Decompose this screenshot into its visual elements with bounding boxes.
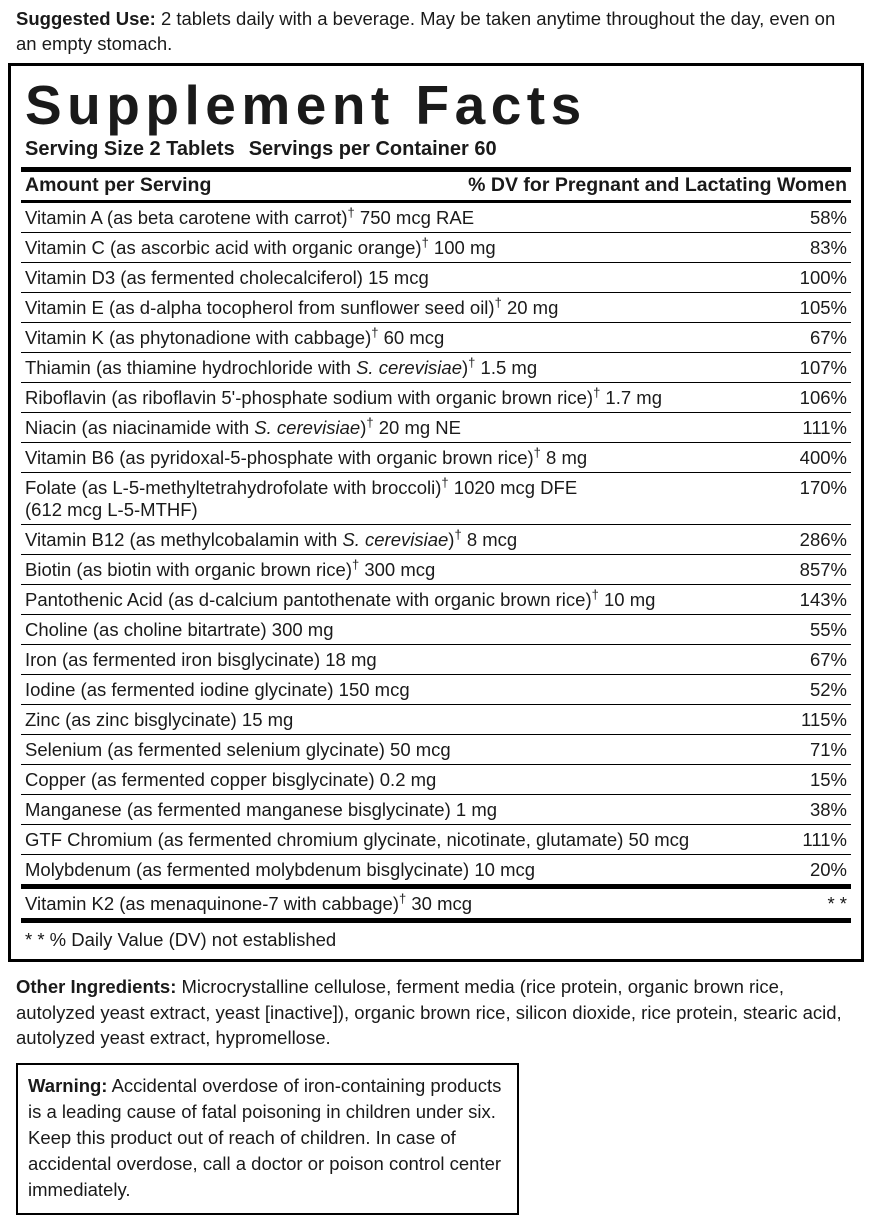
nutrient-daily-value: 52%: [809, 678, 847, 700]
warning-box: [16, 1063, 519, 1215]
table-row: [21, 555, 851, 585]
dagger-icon: †: [351, 556, 360, 572]
dagger-icon: †: [366, 414, 374, 430]
table-row: [21, 795, 851, 825]
dagger-icon: †: [371, 324, 379, 340]
table-row: [21, 203, 851, 233]
dagger-icon: †: [591, 586, 599, 602]
dagger-icon: †: [468, 354, 476, 370]
warning-text: Accidental overdose of iron-containing products is a leading cause of fatal poisoning in children under six. Keep this product out of reach of children. In case of accidental overdose, call a doctor or poison control center immediately.: [28, 1074, 502, 1200]
nutrient-name-italic: S. cerevisiae: [356, 356, 462, 378]
nutrient-name-italic: S. cerevisiae: [342, 528, 449, 550]
dagger-icon: †: [399, 890, 407, 906]
supplement-facts-panel: [8, 63, 864, 962]
dagger-icon: †: [593, 384, 601, 400]
nutrient-daily-value: 286%: [799, 528, 847, 550]
nutrient-name: Vitamin E (as d-alpha tocopherol from sunflower seed oil)† 20 mg: [25, 294, 559, 318]
facts-header-row: [21, 172, 851, 200]
nutrient-name: Iodine (as fermented iodine glycinate) 150 mcg: [25, 678, 410, 700]
nutrient-name: Copper (as fermented copper bisglycinate) 0.2 mg: [25, 768, 437, 790]
table-row: [21, 765, 851, 795]
serving-info: [25, 138, 851, 161]
dagger-icon: †: [494, 294, 502, 310]
nutrient-daily-value: 83%: [809, 236, 847, 258]
table-row: [21, 855, 851, 885]
nutrient-name: Vitamin D3 (as fermented cholecalciferol) 15 mcg: [25, 266, 429, 288]
nutrient-daily-value: 55%: [809, 618, 847, 640]
other-ingredients-label: Other Ingredients:: [16, 976, 177, 997]
other-ingredients-paragraph: [8, 962, 864, 1051]
table-row: [21, 443, 851, 473]
table-row: [21, 413, 851, 443]
nutrient-name: Riboflavin (as riboflavin 5'-phosphate sodium with organic brown rice)† 1.7 mg: [25, 384, 662, 408]
panel-title: Supplement Facts: [25, 74, 587, 136]
nutrient-daily-value: 20%: [809, 858, 847, 880]
other-ingredients-text: Microcrystalline cellulose, ferment media (rice protein, organic brown rice, autolyzed yeast extract, yeast [inactive]), organic brown rice, silicon dioxide, rice protein, stearic acid, autolyzed yeast extract, hypromellose.: [16, 976, 842, 1048]
table-row: [21, 825, 851, 855]
nutrient-name: Vitamin A (as beta carotene with carrot)† 750 mcg RAE: [25, 204, 475, 228]
nutrient-daily-value: 400%: [799, 446, 847, 468]
nutrient-daily-value: 100%: [799, 266, 847, 288]
table-row: [21, 645, 851, 675]
nutrient-name: Selenium (as fermented selenium glycinate) 50 mcg: [25, 738, 451, 760]
nutrient-name: Pantothenic Acid (as d-calcium pantothenate with organic brown rice)† 10 mg: [25, 586, 656, 610]
dagger-icon: †: [533, 444, 541, 460]
table-row: [21, 705, 851, 735]
nutrient-name: Choline (as choline bitartrate) 300 mg: [25, 618, 334, 640]
nutrient-name: Vitamin C (as ascorbic acid with organic orange)† 100 mg: [25, 234, 496, 258]
nutrient-name: GTF Chromium (as fermented chromium glycinate, nicotinate, glutamate) 50 mcg: [25, 828, 690, 850]
nutrient-daily-value: 67%: [809, 326, 847, 348]
table-row: [21, 525, 851, 555]
table-row: [21, 889, 851, 918]
table-row: [21, 473, 851, 525]
table-row: [21, 383, 851, 413]
nutrient-subline: (612 mcg L-5-MTHF): [25, 498, 198, 520]
nutrient-daily-value: 107%: [799, 356, 847, 378]
dv-footnote: * * % Daily Value (DV) not established: [25, 929, 337, 950]
nutrient-name: Vitamin B6 (as pyridoxal-5-phosphate with organic brown rice)† 8 mg: [25, 444, 588, 468]
table-row: [21, 735, 851, 765]
table-row: [21, 233, 851, 263]
nutrient-daily-value: 105%: [799, 296, 847, 318]
table-row: [21, 615, 851, 645]
nutrient-daily-value: 38%: [809, 798, 847, 820]
table-row: [21, 293, 851, 323]
nutrient-daily-value: 857%: [799, 558, 847, 580]
header-daily-value: % DV for Pregnant and Lactating Women: [468, 174, 847, 196]
table-row: [21, 675, 851, 705]
k2-dv: * *: [827, 892, 847, 914]
nutrient-daily-value: 111%: [802, 416, 847, 438]
dagger-icon: †: [441, 474, 449, 490]
nutrient-name: Thiamin (as thiamine hydrochloride with S. cerevisiae)† 1.5 mg: [25, 354, 538, 378]
nutrient-name: Folate (as L-5-methyltetrahydrofolate with broccoli)† 1020 mcg DFE (612 mcg L-5-MTHF): [21, 473, 769, 525]
nutrient-daily-value: 67%: [809, 648, 847, 670]
table-row: [21, 263, 851, 293]
nutrient-name: Iron (as fermented iron bisglycinate) 18 mg: [25, 648, 377, 670]
facts-body-table: [21, 203, 851, 884]
nutrient-daily-value: 170%: [799, 476, 847, 498]
dagger-icon: †: [454, 526, 462, 542]
nutrient-daily-value: 106%: [799, 386, 847, 408]
suggested-use-paragraph: [8, 0, 864, 60]
nutrient-name: Manganese (as fermented manganese bisglycinate) 1 mg: [25, 798, 498, 820]
dagger-icon: †: [421, 234, 429, 250]
dagger-icon: †: [347, 204, 355, 220]
serving-size: Serving Size 2 Tablets: [25, 138, 235, 160]
nutrient-daily-value: 58%: [809, 206, 847, 228]
nutrient-daily-value: 71%: [809, 738, 847, 760]
k2-table: [21, 889, 851, 918]
k2-name: Vitamin K2 (as menaquinone-7 with cabbage)† 30 mcg: [25, 890, 473, 914]
nutrient-daily-value: 143%: [799, 588, 847, 610]
suggested-use-label: Suggested Use:: [16, 8, 156, 29]
servings-per-container: Servings per Container 60: [248, 138, 497, 160]
nutrient-daily-value: 111%: [802, 828, 847, 850]
nutrient-name: Niacin (as niacinamide with S. cerevisiae)† 20 mg NE: [25, 414, 462, 438]
nutrient-daily-value: 15%: [809, 768, 847, 790]
table-row: [21, 323, 851, 353]
nutrient-name: Zinc (as zinc bisglycinate) 15 mg: [25, 708, 294, 730]
nutrient-name: Molybdenum (as fermented molybdenum bisglycinate) 10 mcg: [25, 858, 536, 880]
nutrient-name: Vitamin K (as phytonadione with cabbage)† 60 mcg: [25, 324, 445, 348]
warning-label: Warning:: [28, 1074, 108, 1096]
nutrient-name-italic: S. cerevisiae: [254, 416, 361, 438]
table-row: [21, 585, 851, 615]
nutrient-daily-value: 115%: [801, 708, 847, 730]
nutrient-name: Biotin (as biotin with organic brown rice)† 300 mcg: [25, 556, 436, 580]
suggested-use-text: 2 tablets daily with a beverage. May be taken anytime throughout the day, even on an empty stomach.: [16, 8, 836, 54]
nutrient-name: Vitamin B12 (as methylcobalamin with S. cerevisiae)† 8 mcg: [25, 526, 518, 550]
facts-header-table: [21, 172, 851, 200]
table-row: [21, 353, 851, 383]
header-amount-per-serving: Amount per Serving: [25, 174, 212, 196]
